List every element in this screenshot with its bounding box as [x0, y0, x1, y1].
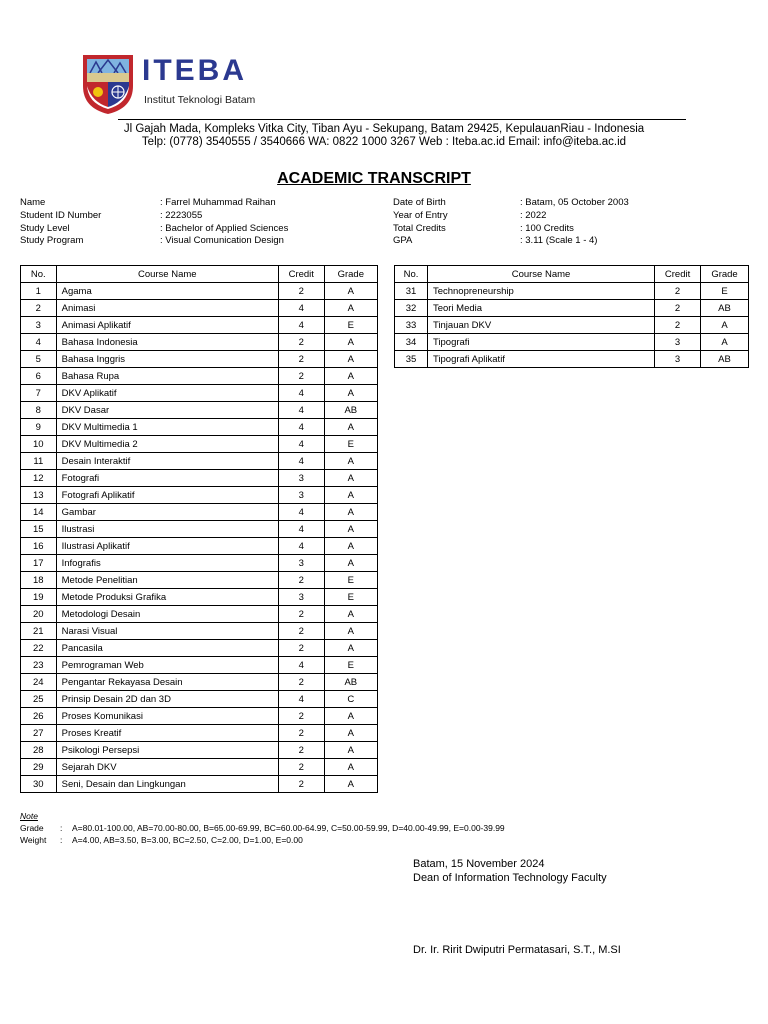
table-row: [21, 776, 378, 793]
course-grade: A: [324, 453, 377, 470]
course-no: 26: [21, 708, 57, 725]
header-credit: Credit: [278, 266, 324, 283]
signature-position: Dean of Information Technology Faculty: [413, 872, 607, 884]
course-no: 23: [21, 657, 57, 674]
student-values-left: [160, 197, 288, 248]
course-credit: 4: [278, 436, 324, 453]
course-name: Seni, Desain dan Lingkungan: [56, 776, 278, 793]
address-line: Jl Gajah Mada, Kompleks Vitka City, Tiban Ayu - Sekupang, Batam 29425, KepulauanRiau - Indonesia: [123, 123, 645, 135]
contact-line: Telp: (0778) 3540555 / 3540666 WA: 0822 1000 3267 Web : Iteba.ac.id Email: info@iteba.ac.id: [141, 136, 627, 148]
header-course-name: Course Name: [427, 266, 654, 283]
course-no: 7: [21, 385, 57, 402]
table-row: [21, 487, 378, 504]
table-row: [21, 623, 378, 640]
student-labels-right: [393, 197, 448, 248]
course-grade: E: [324, 572, 377, 589]
course-credit: 3: [278, 555, 324, 572]
signature-place-date: Batam, 15 November 2024: [413, 858, 545, 870]
table-row: [21, 640, 378, 657]
brand-name: ITEBA: [142, 54, 247, 87]
table-row: [21, 368, 378, 385]
grade-scale-row: [20, 822, 505, 834]
table-row: [21, 759, 378, 776]
course-credit: 3: [655, 334, 701, 351]
header-no: No.: [21, 266, 57, 283]
course-credit: 2: [655, 317, 701, 334]
course-table-left: [20, 265, 378, 793]
header-credit: Credit: [655, 266, 701, 283]
student-labels-left: [20, 197, 101, 248]
value-name: : Farrel Muhammad Raihan: [160, 197, 276, 208]
course-name: Proses Komunikasi: [56, 708, 278, 725]
weight-scale-row: [20, 834, 505, 846]
course-credit: 2: [278, 351, 324, 368]
course-grade: A: [324, 725, 377, 742]
course-no: 34: [395, 334, 428, 351]
course-grade: A: [324, 606, 377, 623]
course-grade: A: [324, 759, 377, 776]
course-name: Fotografi: [56, 470, 278, 487]
course-grade: A: [324, 640, 377, 657]
label-date-of-birth: Date of Birth: [393, 197, 446, 208]
course-grade: A: [324, 487, 377, 504]
table-row: [21, 300, 378, 317]
course-credit: 2: [278, 572, 324, 589]
course-credit: 2: [278, 283, 324, 300]
course-no: 33: [395, 317, 428, 334]
course-no: 8: [21, 402, 57, 419]
course-name: Psikologi Persepsi: [56, 742, 278, 759]
course-no: 18: [21, 572, 57, 589]
course-name: Prinsip Desain 2D dan 3D: [56, 691, 278, 708]
course-grade: E: [324, 657, 377, 674]
value-date-of-birth: : Batam, 05 October 2003: [520, 197, 629, 208]
course-name: Tipografi Aplikatif: [427, 351, 654, 368]
header-course-name: Course Name: [56, 266, 278, 283]
course-no: 22: [21, 640, 57, 657]
course-credit: 4: [278, 317, 324, 334]
course-name: Proses Kreatif: [56, 725, 278, 742]
course-name: Metodologi Desain: [56, 606, 278, 623]
course-grade: C: [324, 691, 377, 708]
course-no: 6: [21, 368, 57, 385]
course-no: 28: [21, 742, 57, 759]
table-row: [21, 725, 378, 742]
course-grade: A: [324, 470, 377, 487]
course-name: Teori Media: [427, 300, 654, 317]
course-no: 21: [21, 623, 57, 640]
table-row: [21, 419, 378, 436]
course-credit: 3: [278, 470, 324, 487]
course-name: Agama: [56, 283, 278, 300]
course-no: 5: [21, 351, 57, 368]
course-credit: 4: [278, 453, 324, 470]
course-name: Technopreneurship: [427, 283, 654, 300]
institute-name: Institut Teknologi Batam: [144, 94, 256, 106]
course-credit: 2: [655, 283, 701, 300]
course-grade: E: [324, 317, 377, 334]
course-no: 11: [21, 453, 57, 470]
crest-icon: [80, 52, 136, 116]
course-grade: AB: [701, 300, 749, 317]
table-row: [21, 708, 378, 725]
course-no: 16: [21, 538, 57, 555]
course-credit: 4: [278, 300, 324, 317]
course-grade: A: [324, 504, 377, 521]
course-credit: 2: [278, 368, 324, 385]
table-row: [21, 572, 378, 589]
weight-label: Weight: [20, 835, 47, 845]
table-row: [21, 283, 378, 300]
course-grade: A: [324, 623, 377, 640]
label-year-of-entry: Year of Entry: [393, 209, 448, 221]
course-rows-right: [395, 283, 749, 368]
course-credit: 4: [278, 402, 324, 419]
course-grade: AB: [324, 402, 377, 419]
value-gpa: : 3.11 (Scale 1 - 4): [520, 235, 598, 247]
course-no: 29: [21, 759, 57, 776]
course-grade: A: [324, 368, 377, 385]
course-no: 24: [21, 674, 57, 691]
grade-colon: :: [60, 823, 63, 833]
course-name: Metode Produksi Grafika: [56, 589, 278, 606]
course-grade: AB: [324, 674, 377, 691]
weight-colon: :: [60, 835, 63, 845]
label-study-level: Study Level: [20, 222, 70, 234]
course-grade: A: [324, 521, 377, 538]
course-no: 27: [21, 725, 57, 742]
course-grade: A: [324, 555, 377, 572]
table-row: [395, 283, 749, 300]
table-row: [21, 521, 378, 538]
course-no: 17: [21, 555, 57, 572]
course-credit: 2: [655, 300, 701, 317]
course-no: 9: [21, 419, 57, 436]
course-no: 35: [395, 351, 428, 368]
course-grade: A: [324, 385, 377, 402]
course-credit: 3: [655, 351, 701, 368]
label-total-credits: Total Credits: [393, 222, 446, 234]
value-total-credits: : 100 Credits: [520, 222, 574, 234]
label-gpa: GPA: [393, 235, 413, 247]
course-name: Gambar: [56, 504, 278, 521]
course-name: Desain Interaktif: [56, 453, 278, 470]
table-row: [395, 351, 749, 368]
value-year-of-entry: : 2022: [520, 209, 547, 221]
course-grade: E: [324, 436, 377, 453]
course-grade: A: [324, 283, 377, 300]
course-credit: 3: [278, 589, 324, 606]
grade-scale-text: A=80.01-100.00, AB=70.00-80.00, B=65.00-69.99, BC=60.00-64.99, C=50.00-59.99, D=40.00-49.99, E=0.00-39.99: [72, 823, 505, 833]
course-grade: A: [324, 776, 377, 793]
header-grade: Grade: [324, 266, 377, 283]
label-study-program: Study Program: [20, 235, 84, 247]
course-grade: A: [701, 334, 749, 351]
table-row: [21, 691, 378, 708]
course-name: Pancasila: [56, 640, 278, 657]
header-divider: [118, 119, 686, 120]
table-row: [21, 657, 378, 674]
course-name: Sejarah DKV: [56, 759, 278, 776]
table-header-row: [21, 266, 378, 283]
value-student-id: : 2223055: [160, 209, 203, 221]
course-credit: 2: [278, 640, 324, 657]
course-name: Metode Penelitian: [56, 572, 278, 589]
course-name: Infografis: [56, 555, 278, 572]
course-credit: 4: [278, 385, 324, 402]
course-name: Animasi Aplikatif: [56, 317, 278, 334]
course-name: Bahasa Rupa: [56, 368, 278, 385]
header-no: No.: [395, 266, 428, 283]
course-name: DKV Dasar: [56, 402, 278, 419]
course-grade: A: [324, 742, 377, 759]
course-no: 4: [21, 334, 57, 351]
course-credit: 2: [278, 606, 324, 623]
course-credit: 2: [278, 742, 324, 759]
course-no: 2: [21, 300, 57, 317]
course-grade: A: [324, 300, 377, 317]
course-name: Pengantar Rekayasa Desain: [56, 674, 278, 691]
course-no: 13: [21, 487, 57, 504]
course-grade: A: [324, 334, 377, 351]
course-grade: A: [324, 351, 377, 368]
course-no: 30: [21, 776, 57, 793]
course-name: Ilustrasi: [56, 521, 278, 538]
course-name: Bahasa Inggris: [56, 351, 278, 368]
course-name: Pemrograman Web: [56, 657, 278, 674]
grade-label: Grade: [20, 823, 44, 833]
table-row: [395, 334, 749, 351]
table-header-row: [395, 266, 749, 283]
weight-scale-text: A=4.00, AB=3.50, B=3.00, BC=2.50, C=2.00, D=1.00, E=0.00: [72, 835, 303, 845]
course-credit: 4: [278, 504, 324, 521]
course-no: 15: [21, 521, 57, 538]
course-credit: 4: [278, 538, 324, 555]
course-name: Ilustrasi Aplikatif: [56, 538, 278, 555]
signatory-name: Dr. Ir. Ririt Dwiputri Permatasari, S.T., M.SI: [413, 944, 621, 956]
table-row: [21, 470, 378, 487]
table-row: [21, 538, 378, 555]
table-row: [21, 453, 378, 470]
institution-logo: [80, 52, 270, 116]
table-row: [395, 300, 749, 317]
grading-note: [20, 810, 505, 846]
course-name: Narasi Visual: [56, 623, 278, 640]
student-values-right: [520, 197, 629, 248]
course-grade: A: [324, 419, 377, 436]
course-credit: 4: [278, 419, 324, 436]
course-name: Bahasa Indonesia: [56, 334, 278, 351]
course-credit: 4: [278, 691, 324, 708]
table-row: [21, 351, 378, 368]
course-no: 20: [21, 606, 57, 623]
table-row: [21, 385, 378, 402]
course-name: Tipografi: [427, 334, 654, 351]
course-grade: E: [701, 283, 749, 300]
table-row: [21, 674, 378, 691]
course-credit: 2: [278, 759, 324, 776]
course-no: 31: [395, 283, 428, 300]
label-student-id: Student ID Number: [20, 209, 102, 221]
course-credit: 4: [278, 657, 324, 674]
course-credit: 2: [278, 725, 324, 742]
course-no: 3: [21, 317, 57, 334]
course-no: 25: [21, 691, 57, 708]
course-credit: 2: [278, 623, 324, 640]
table-row: [21, 555, 378, 572]
course-grade: A: [701, 317, 749, 334]
course-credit: 2: [278, 674, 324, 691]
table-row: [21, 742, 378, 759]
table-row: [21, 436, 378, 453]
table-row: [21, 317, 378, 334]
header-grade: Grade: [701, 266, 749, 283]
course-no: 32: [395, 300, 428, 317]
course-grade: A: [324, 538, 377, 555]
course-table-right: [394, 265, 749, 368]
course-name: Tinjauan DKV: [427, 317, 654, 334]
note-title: Note: [20, 811, 38, 821]
course-no: 12: [21, 470, 57, 487]
course-credit: 2: [278, 776, 324, 793]
course-name: DKV Multimedia 1: [56, 419, 278, 436]
course-no: 14: [21, 504, 57, 521]
course-name: DKV Multimedia 2: [56, 436, 278, 453]
table-row: [21, 334, 378, 351]
course-name: Fotografi Aplikatif: [56, 487, 278, 504]
course-no: 10: [21, 436, 57, 453]
course-rows-left: [21, 283, 378, 793]
course-no: 19: [21, 589, 57, 606]
course-credit: 2: [278, 708, 324, 725]
course-credit: 3: [278, 487, 324, 504]
table-row: [21, 402, 378, 419]
value-study-level: : Bachelor of Applied Sciences: [160, 222, 289, 234]
table-row: [21, 606, 378, 623]
course-grade: E: [324, 589, 377, 606]
course-credit: 2: [278, 334, 324, 351]
document-title: ACADEMIC TRANSCRIPT: [277, 170, 471, 187]
course-grade: AB: [701, 351, 749, 368]
table-row: [395, 317, 749, 334]
course-name: DKV Aplikatif: [56, 385, 278, 402]
label-name: Name: [20, 197, 46, 208]
course-credit: 4: [278, 521, 324, 538]
value-study-program: : Visual Comunication Design: [160, 235, 284, 247]
table-row: [21, 504, 378, 521]
course-name: Animasi: [56, 300, 278, 317]
table-row: [21, 589, 378, 606]
course-grade: A: [324, 708, 377, 725]
course-no: 1: [21, 283, 57, 300]
